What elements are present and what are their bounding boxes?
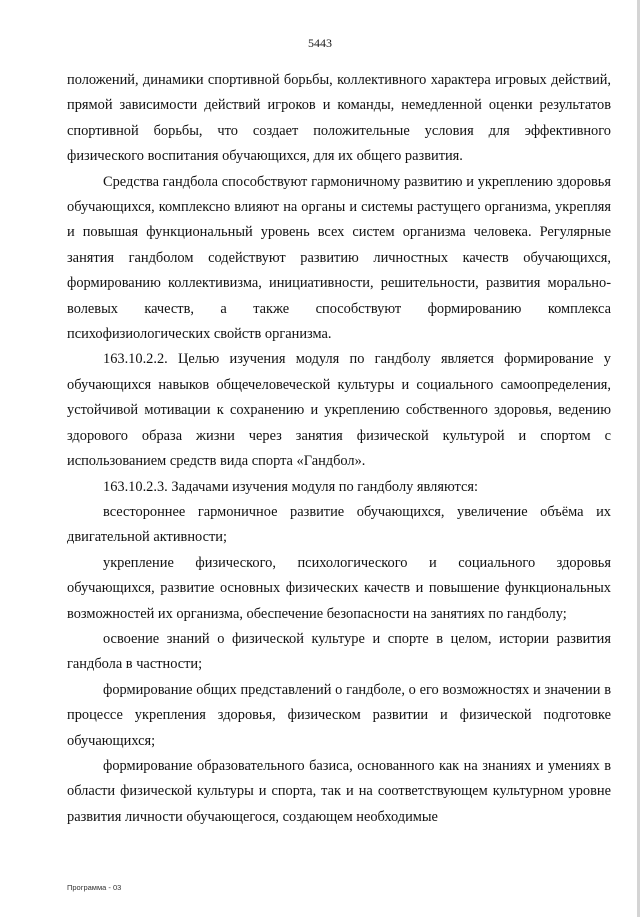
paragraph-module-tasks-heading: 163.10.2.3. Задачами изучения модуля по гандболу являются: <box>103 478 478 495</box>
footer-program-label: Программа - 03 <box>67 883 122 892</box>
body-text <box>67 68 611 830</box>
task-item: всестороннее гармоничное развитие обучающихся, увеличение объёма их двигательной активности; <box>67 503 611 546</box>
task-item: укрепление физического, психологического и социального здоровья обучающихся, развитие основных физических качеств и повышение функциональных возможностей их организма, обеспечение безопасности на занятиях по гандболу; <box>67 554 611 622</box>
page-number: 5443 <box>308 36 332 50</box>
paragraph-continuation: положений, динамики спортивной борьбы, коллективного характера игровых действий, прямой зависимости действий игроков и команды, немедленной оценки результатов спортивной борьбы, что создает положительные условия для эффективного физического воспитания обучающихся, для их общего развития. <box>67 72 611 165</box>
paragraph-handball-means: Средства гандбола способствуют гармоничному развитию и укреплению здоровья обучающихся, комплексно влияют на органы и системы растущего организма, укрепляя и повышая функциональный уровень всех систем организма человека. Регулярные занятия гандболом содействуют развитию личностных качеств обучающихся, формированию коллективизма, инициативности, решительности, развития морально-волевых качеств, а также способствуют формированию комплекса психофизиологических свойств организма. <box>67 173 611 343</box>
task-item: освоение знаний о физической культуре и спорте в целом, истории развития гандбола в частности; <box>67 630 611 673</box>
task-item: формирование общих представлений о гандболе, о его возможностях и значении в процессе укрепления здоровья, физическом развитии и физической подготовке обучающихся; <box>67 681 611 749</box>
paragraph-module-goal: 163.10.2.2. Целью изучения модуля по гандболу является формирование у обучающихся навыков общечеловеческой культуры и социального самоопределения, устойчивой мотивации к сохранению и укреплению собственного здоровья, ведению здорового образа жизни через занятия физической культурой и спортом с использованием средств вида спорта «Гандбол». <box>67 351 611 470</box>
task-item: формирование образовательного базиса, основанного как на знаниях и умениях в области физической культуры и спорта, так и на соответствующем культурном уровне развития личности обучающегося, создающем необходимые <box>67 757 611 825</box>
